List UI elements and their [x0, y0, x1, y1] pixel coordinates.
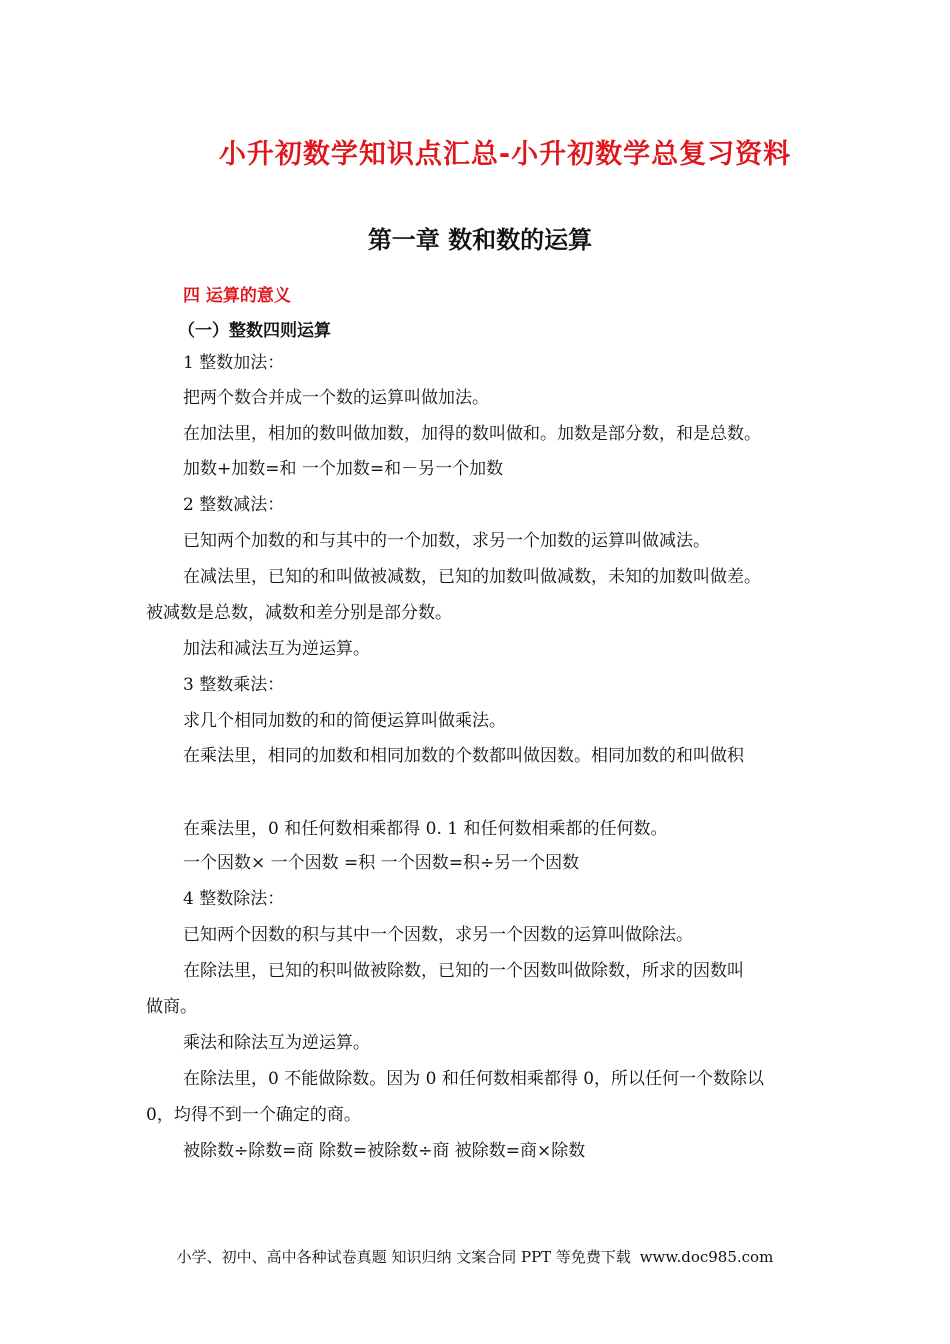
- body-line: 求几个相同加数的和的简便运算叫做乘法。: [183, 711, 506, 731]
- body-line: 在乘法里，0 和任何数相乘都得 0. 1 和任何数相乘都的任何数。: [183, 819, 668, 839]
- body-line: 在除法里，0 不能做除数。因为 0 和任何数相乘都得 0，所以任何一个数除以: [183, 1069, 765, 1089]
- body-line: 1 整数加法：: [183, 353, 285, 373]
- body-line: 在乘法里，相同的加数和相同加数的个数都叫做因数。相同加数的和叫做积: [183, 746, 744, 766]
- body-line: 在除法里，已知的积叫做被除数，已知的一个因数叫做除数，所求的因数叫: [183, 961, 744, 981]
- body-line: 已知两个加数的和与其中的一个加数，求另一个加数的运算叫做减法。: [183, 531, 710, 551]
- body-line: 被减数是总数，减数和差分别是部分数。: [146, 603, 452, 623]
- subsection-heading: （一）整数四则运算: [178, 321, 331, 341]
- body-line: 加数+加数=和 一个加数=和－另一个加数: [183, 459, 504, 479]
- section-heading: 四 运算的意义: [183, 286, 291, 306]
- body-line: 在加法里，相加的数叫做加数，加得的数叫做和。加数是部分数，和是总数。: [183, 424, 761, 444]
- body-line: 0，均得不到一个确定的商。: [146, 1105, 361, 1125]
- body-line: 3 整数乘法：: [183, 675, 285, 695]
- body-line: 乘法和除法互为逆运算。: [183, 1033, 370, 1053]
- body-line: 一个因数× 一个因数 =积 一个因数=积÷另一个因数: [183, 853, 580, 873]
- body-line: 2 整数减法：: [183, 495, 285, 515]
- body-line: 4 整数除法：: [183, 889, 285, 909]
- document-title: 小升初数学知识点汇总-小升初数学总复习资料: [218, 139, 792, 170]
- chapter-heading: 第一章 数和数的运算: [367, 226, 593, 254]
- page-footer: [0, 1246, 950, 1267]
- body-line: 把两个数合并成一个数的运算叫做加法。: [183, 388, 489, 408]
- body-line: 已知两个因数的积与其中一个因数，求另一个因数的运算叫做除法。: [183, 925, 693, 945]
- body-line: 做商。: [146, 997, 197, 1017]
- body-line: 加法和减法互为逆运算。: [183, 639, 370, 659]
- footer-url[interactable]: www.doc985.com: [639, 1248, 774, 1266]
- footer-text: 小学、初中、高中各种试卷真题 知识归纳 文案合同 PPT 等免费下载: [176, 1248, 631, 1266]
- body-line: 被除数÷除数=商 除数=被除数÷商 被除数=商×除数: [183, 1141, 586, 1161]
- body-line: 在减法里，已知的和叫做被减数，已知的加数叫做减数，未知的加数叫做差。: [183, 567, 761, 587]
